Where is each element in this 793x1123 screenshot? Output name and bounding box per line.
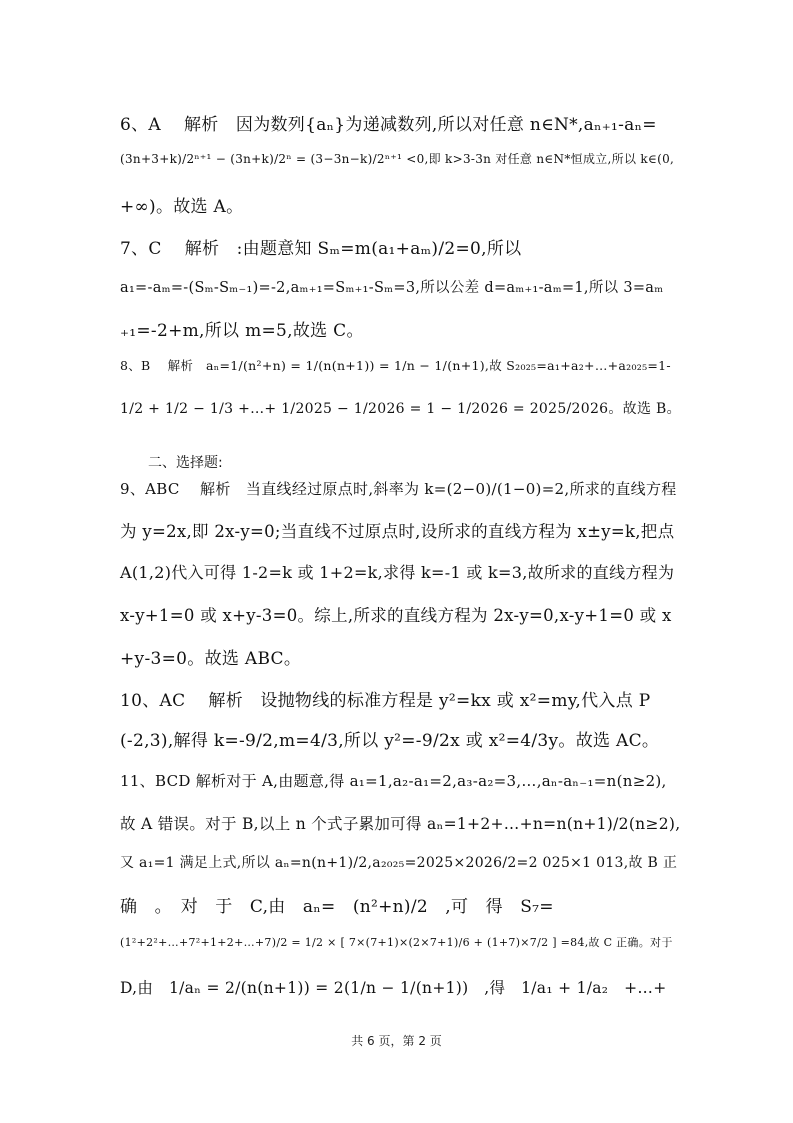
- text-line: +y-3=0。故选 ABC。: [120, 649, 302, 669]
- text-line: a₁=-aₘ=-(Sₘ-Sₘ₋₁)=-2,aₘ₊₁=Sₘ₊₁-Sₘ=3,所以公差 d=aₘ₊₁-aₘ=1,所以 3=aₘ: [120, 280, 664, 296]
- page-footer: 共 6 页，第 2 页: [351, 1034, 442, 1048]
- text-line: (-2,3),解得 k=-9/2,m=4/3,所以 y²=-9/2x 或 x²=4/3y。故选 AC。: [120, 731, 660, 751]
- text-line: D,由 1/aₙ = 2/(n(n+1)) = 2(1/n − 1/(n+1)) ,得 1/a₁ + 1/a₂ +…+: [120, 979, 667, 997]
- text-line: ₊₁=-2+m,所以 m=5,故选 C。: [120, 321, 364, 341]
- text-line: x-y+1=0 或 x+y-3=0。综上,所求的直线方程为 2x-y=0,x-y+1=0 或 x: [120, 606, 672, 625]
- text-line: (1²+2²+…+7²+1+2+…+7)/2 = 1/2 × [ 7×(7+1)×(2×7+1)/6 + (1+7)×7/2 ] =84,故 C 正确。对于: [120, 936, 673, 949]
- text-line: 故 A 错误。对于 B,以上 n 个式子累加可得 aₙ=1+2+…+n=n(n+1)/2(n≥2),: [120, 815, 681, 833]
- text-line: 10、AC 解析 设抛物线的标准方程是 y²=kx 或 x²=my,代入点 P: [120, 691, 651, 711]
- text-line: +∞)。故选 A。: [120, 197, 244, 217]
- text-line: 11、BCD 解析对于 A,由题意,得 a₁=1,a₂-a₁=2,a₃-a₂=3,…,aₙ-aₙ₋₁=n(n≥2),: [120, 772, 667, 790]
- text-line: 为 y=2x,即 2x-y=0;当直线不过原点时,设所求的直线方程为 x±y=k,把点: [120, 522, 675, 541]
- text-line: 1/2 + 1/2 − 1/3 +…+ 1/2025 − 1/2026 = 1 − 1/2026 = 2025/2026。故选 B。: [120, 401, 681, 417]
- text-line: (3n+3+k)/2ⁿ⁺¹ − (3n+k)/2ⁿ = (3−3n−k)/2ⁿ⁺¹ <0,即 k>3-3n 对任意 n∈N*恒成立,所以 k∈(0,: [120, 152, 675, 166]
- text-line: 确 。 对 于 C,由 aₙ= (n²+n)/2 ,可 得 S₇=: [120, 897, 554, 917]
- text-line: 6、A 解析 因为数列{aₙ}为递减数列,所以对任意 n∈N*,aₙ₊₁-aₙ=: [120, 115, 657, 135]
- text-line: 8、B 解析 aₙ=1/(n²+n) = 1/(n(n+1)) = 1/n − 1/(n+1),故 S₂₀₂₅=a₁+a₂+…+a₂₀₂₅=1-: [120, 358, 671, 373]
- section-heading: 二、选择题:: [148, 455, 223, 471]
- text-line: 7、C 解析 :由题意知 Sₘ=m(a₁+aₘ)/2=0,所以: [120, 239, 522, 259]
- text-line: A(1,2)代入可得 1-2=k 或 1+2=k,求得 k=-1 或 k=3,故所求的直线方程为: [120, 563, 675, 582]
- text-line: 又 a₁=1 满足上式,所以 aₙ=n(n+1)/2,a₂₀₂₅=2025×2026/2=2 025×1 013,故 B 正: [120, 855, 678, 871]
- text-line: 9、ABC 解析 当直线经过原点时,斜率为 k=(2−0)/(1−0)=2,所求的直线方程: [120, 480, 677, 498]
